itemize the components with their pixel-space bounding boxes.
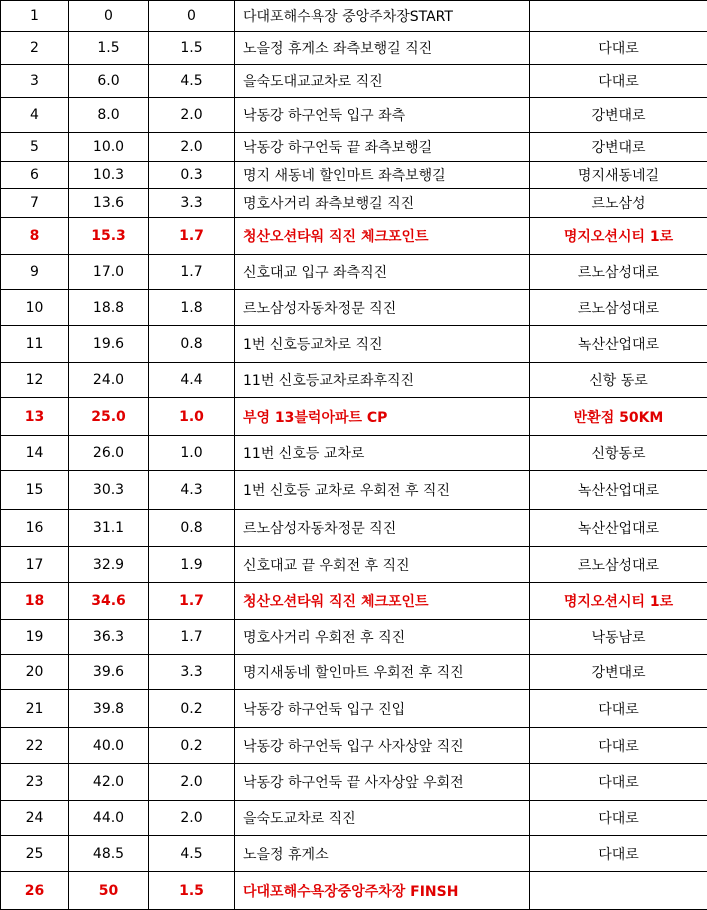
route-description-cell: 을숙도대교교차로 직진: [235, 65, 530, 98]
route-description-cell: 신호대교 끝 우회전 후 직진: [235, 547, 530, 583]
table-row: [1, 547, 707, 583]
cumulative-distance-cell: 42.0: [69, 764, 149, 801]
row-number-cell: 4: [1, 98, 69, 133]
interval-distance-cell: 4.5: [149, 836, 235, 872]
route-description-cell: 신호대교 입구 좌측직진: [235, 255, 530, 290]
cumulative-distance-cell: 0: [69, 1, 149, 32]
cumulative-distance-cell: 10.3: [69, 162, 149, 189]
cumulative-distance-cell: 39.8: [69, 690, 149, 728]
route-description-cell: 을숙도교차로 직진: [235, 801, 530, 836]
interval-distance-cell: 1.7: [149, 255, 235, 290]
road-name-cell: [530, 872, 707, 910]
row-number-cell: 15: [1, 471, 69, 510]
row-number-cell: 1: [1, 1, 69, 32]
table-row: [1, 189, 707, 218]
cumulative-distance-cell: 34.6: [69, 583, 149, 620]
table-row: [1, 836, 707, 872]
route-description-cell: 낙동강 하구언둑 입구 좌측: [235, 98, 530, 133]
interval-distance-cell: 4.4: [149, 363, 235, 398]
cumulative-distance-cell: 13.6: [69, 189, 149, 218]
cumulative-distance-cell: 6.0: [69, 65, 149, 98]
route-description-cell: 명지새동네 할인마트 우회전 후 직진: [235, 655, 530, 690]
road-name-cell: 다대로: [530, 728, 707, 764]
table-row: [1, 620, 707, 655]
row-number-cell: 10: [1, 290, 69, 326]
cumulative-distance-cell: 36.3: [69, 620, 149, 655]
cumulative-distance-cell: 32.9: [69, 547, 149, 583]
table-row: [1, 510, 707, 547]
row-number-cell: 13: [1, 398, 69, 436]
cumulative-distance-cell: 50: [69, 872, 149, 910]
interval-distance-cell: 4.3: [149, 471, 235, 510]
row-number-cell: 9: [1, 255, 69, 290]
road-name-cell: 신항동로: [530, 436, 707, 471]
route-description-cell: 낙동강 하구언둑 끝 사자상앞 우회전: [235, 764, 530, 801]
route-description-cell: 낙동강 하구언둑 입구 사자상앞 직진: [235, 728, 530, 764]
row-number-cell: 2: [1, 32, 69, 65]
road-name-cell: 다대로: [530, 32, 707, 65]
route-description-cell: 청산오션타워 직진 체크포인트: [235, 218, 530, 255]
interval-distance-cell: 1.7: [149, 583, 235, 620]
table-row: [1, 764, 707, 801]
row-number-cell: 21: [1, 690, 69, 728]
cumulative-distance-cell: 25.0: [69, 398, 149, 436]
interval-distance-cell: 0: [149, 1, 235, 32]
route-description-cell: 청산오션타워 직진 체크포인트: [235, 583, 530, 620]
cumulative-distance-cell: 8.0: [69, 98, 149, 133]
route-description-cell: 르노삼성자동차정문 직진: [235, 510, 530, 547]
road-name-cell: 다대로: [530, 764, 707, 801]
interval-distance-cell: 2.0: [149, 133, 235, 162]
table-row: [1, 655, 707, 690]
interval-distance-cell: 4.5: [149, 65, 235, 98]
road-name-cell: 르노삼성대로: [530, 255, 707, 290]
route-description-cell: 노을정 휴게소 좌측보행길 직진: [235, 32, 530, 65]
row-number-cell: 23: [1, 764, 69, 801]
interval-distance-cell: 0.2: [149, 728, 235, 764]
checkpoint-row: [1, 872, 707, 910]
table-row: [1, 32, 707, 65]
row-number-cell: 19: [1, 620, 69, 655]
route-description-cell: 명지 새동네 할인마트 좌측보행길: [235, 162, 530, 189]
table-row: [1, 363, 707, 398]
row-number-cell: 16: [1, 510, 69, 547]
cumulative-distance-cell: 15.3: [69, 218, 149, 255]
table-row: [1, 1, 707, 32]
interval-distance-cell: 1.5: [149, 32, 235, 65]
route-description-cell: 낙동강 하구언둑 입구 진입: [235, 690, 530, 728]
road-name-cell: 르노삼성대로: [530, 547, 707, 583]
row-number-cell: 14: [1, 436, 69, 471]
table-row: [1, 133, 707, 162]
interval-distance-cell: 1.8: [149, 290, 235, 326]
interval-distance-cell: 1.9: [149, 547, 235, 583]
cumulative-distance-cell: 1.5: [69, 32, 149, 65]
table-row: [1, 326, 707, 363]
route-description-cell: 다대포해수욕장 중앙주차장START: [235, 1, 530, 32]
interval-distance-cell: 3.3: [149, 189, 235, 218]
road-name-cell: 다대로: [530, 836, 707, 872]
table-row: [1, 162, 707, 189]
interval-distance-cell: 3.3: [149, 655, 235, 690]
route-description-cell: 명호사거리 우회전 후 직진: [235, 620, 530, 655]
cumulative-distance-cell: 18.8: [69, 290, 149, 326]
interval-distance-cell: 2.0: [149, 98, 235, 133]
cumulative-distance-cell: 44.0: [69, 801, 149, 836]
table-row: [1, 98, 707, 133]
row-number-cell: 26: [1, 872, 69, 910]
table-row: [1, 436, 707, 471]
row-number-cell: 18: [1, 583, 69, 620]
row-number-cell: 11: [1, 326, 69, 363]
table-row: [1, 801, 707, 836]
road-name-cell: 녹산산업대로: [530, 326, 707, 363]
route-description-cell: 다대포해수욕장중앙주차장 FINSH: [235, 872, 530, 910]
route-description-cell: 1번 신호등 교차로 우회전 후 직진: [235, 471, 530, 510]
route-description-cell: 11번 신호등교차로좌후직진: [235, 363, 530, 398]
interval-distance-cell: 1.7: [149, 218, 235, 255]
cumulative-distance-cell: 48.5: [69, 836, 149, 872]
road-name-cell: 강변대로: [530, 133, 707, 162]
table-row: [1, 65, 707, 98]
road-name-cell: 강변대로: [530, 98, 707, 133]
table-row: [1, 290, 707, 326]
road-name-cell: 낙동남로: [530, 620, 707, 655]
interval-distance-cell: 1.0: [149, 436, 235, 471]
route-description-cell: 낙동강 하구언둑 끝 좌측보행길: [235, 133, 530, 162]
row-number-cell: 12: [1, 363, 69, 398]
row-number-cell: 7: [1, 189, 69, 218]
road-name-cell: 강변대로: [530, 655, 707, 690]
route-description-cell: 명호사거리 좌측보행길 직진: [235, 189, 530, 218]
cumulative-distance-cell: 17.0: [69, 255, 149, 290]
table-row: [1, 728, 707, 764]
road-name-cell: 명지새동네길: [530, 162, 707, 189]
row-number-cell: 22: [1, 728, 69, 764]
cumulative-distance-cell: 26.0: [69, 436, 149, 471]
cumulative-distance-cell: 39.6: [69, 655, 149, 690]
road-name-cell: 녹산산업대로: [530, 510, 707, 547]
interval-distance-cell: 0.8: [149, 510, 235, 547]
route-description-cell: 부영 13블럭아파트 CP: [235, 398, 530, 436]
row-number-cell: 6: [1, 162, 69, 189]
road-name-cell: 다대로: [530, 801, 707, 836]
cumulative-distance-cell: 24.0: [69, 363, 149, 398]
road-name-cell: 반환점 50KM: [530, 398, 707, 436]
row-number-cell: 25: [1, 836, 69, 872]
interval-distance-cell: 0.3: [149, 162, 235, 189]
route-description-cell: 노을정 휴게소: [235, 836, 530, 872]
row-number-cell: 8: [1, 218, 69, 255]
interval-distance-cell: 1.0: [149, 398, 235, 436]
road-name-cell: 다대로: [530, 65, 707, 98]
table-row: [1, 471, 707, 510]
road-name-cell: [530, 1, 707, 32]
cumulative-distance-cell: 19.6: [69, 326, 149, 363]
interval-distance-cell: 1.7: [149, 620, 235, 655]
route-description-cell: 11번 신호등 교차로: [235, 436, 530, 471]
row-number-cell: 5: [1, 133, 69, 162]
interval-distance-cell: 1.5: [149, 872, 235, 910]
road-name-cell: 다대로: [530, 690, 707, 728]
row-number-cell: 24: [1, 801, 69, 836]
route-table-body: [1, 1, 707, 910]
cumulative-distance-cell: 31.1: [69, 510, 149, 547]
cumulative-distance-cell: 10.0: [69, 133, 149, 162]
row-number-cell: 17: [1, 547, 69, 583]
cumulative-distance-cell: 30.3: [69, 471, 149, 510]
road-name-cell: 명지오션시티 1로: [530, 218, 707, 255]
table-row: [1, 690, 707, 728]
road-name-cell: 녹산산업대로: [530, 471, 707, 510]
route-description-cell: 르노삼성자동차정문 직진: [235, 290, 530, 326]
table-row: [1, 255, 707, 290]
cumulative-distance-cell: 40.0: [69, 728, 149, 764]
road-name-cell: 르노삼성: [530, 189, 707, 218]
checkpoint-row: [1, 398, 707, 436]
road-name-cell: 르노삼성대로: [530, 290, 707, 326]
row-number-cell: 20: [1, 655, 69, 690]
route-description-cell: 1번 신호등교차로 직진: [235, 326, 530, 363]
interval-distance-cell: 0.2: [149, 690, 235, 728]
row-number-cell: 3: [1, 65, 69, 98]
checkpoint-row: [1, 583, 707, 620]
checkpoint-row: [1, 218, 707, 255]
road-name-cell: 명지오션시티 1로: [530, 583, 707, 620]
interval-distance-cell: 2.0: [149, 764, 235, 801]
interval-distance-cell: 2.0: [149, 801, 235, 836]
road-name-cell: 신항 동로: [530, 363, 707, 398]
interval-distance-cell: 0.8: [149, 326, 235, 363]
